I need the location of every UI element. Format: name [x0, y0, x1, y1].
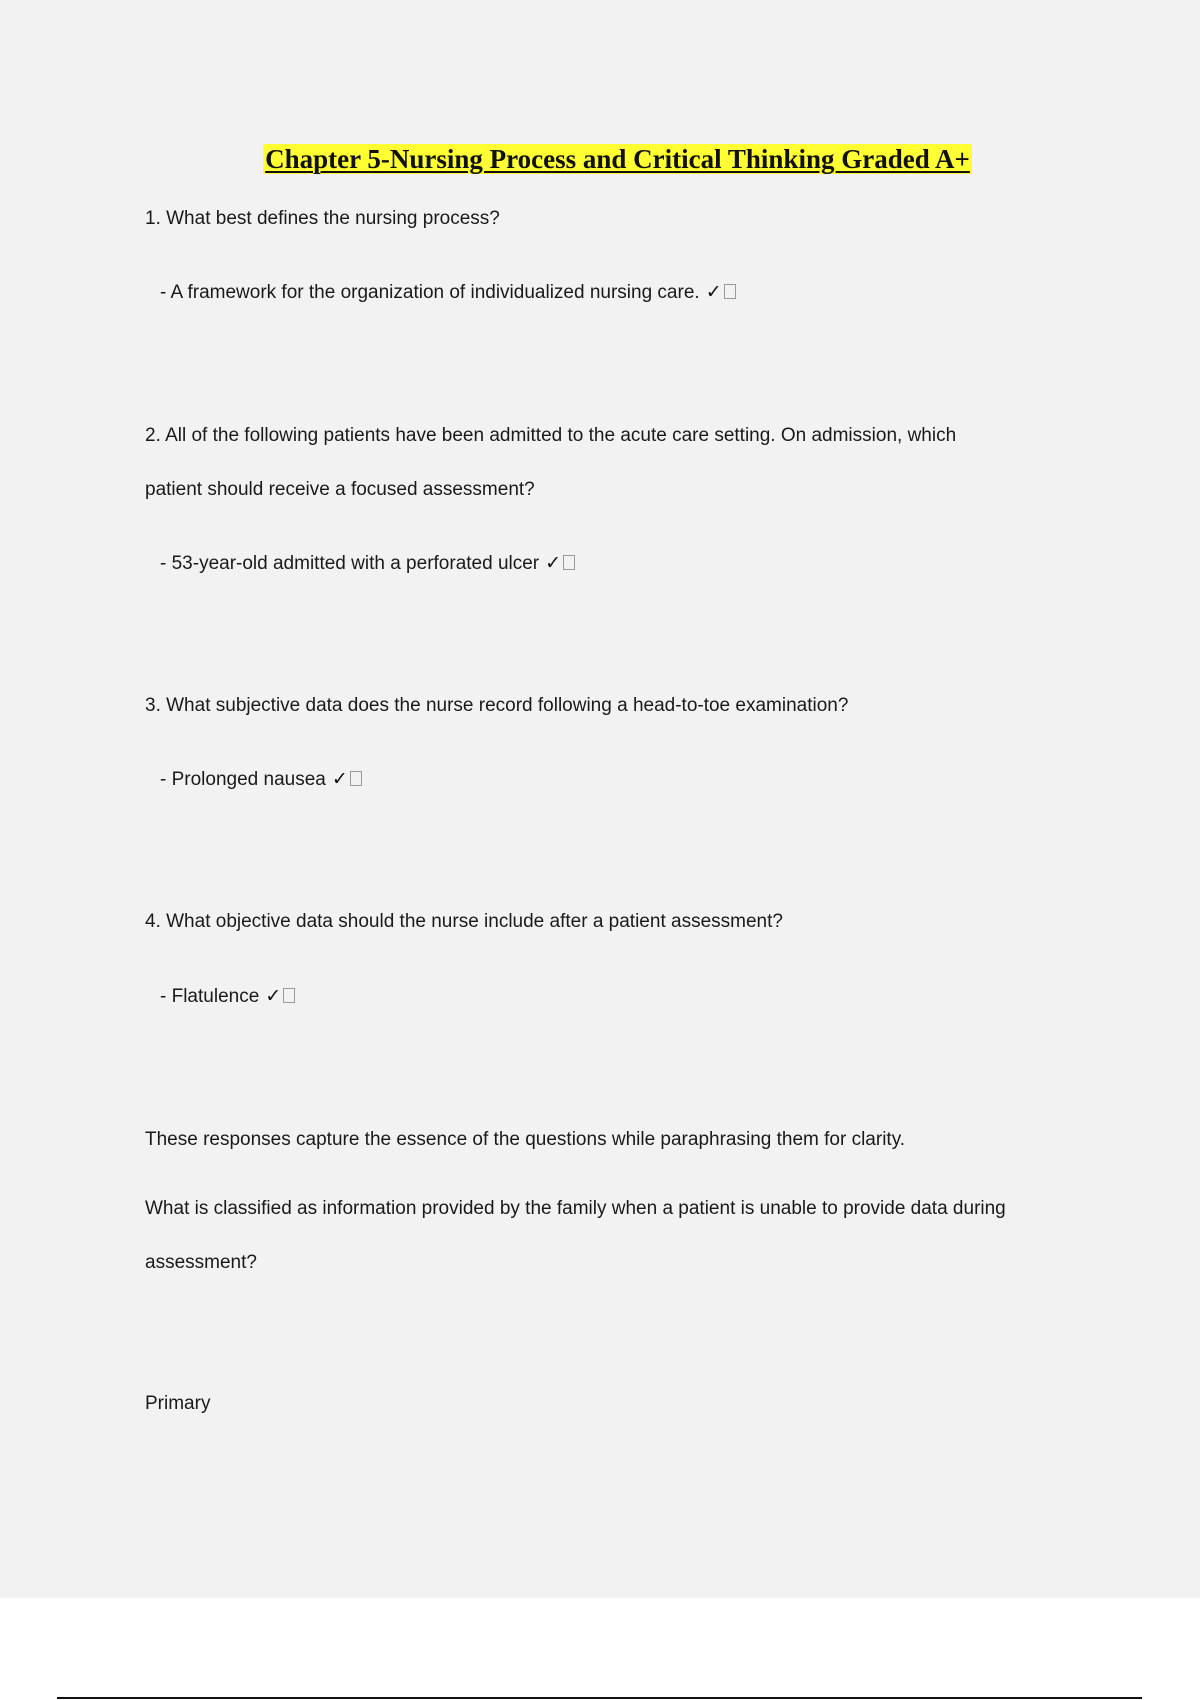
answer-2-text: - 53-year-old admitted with a perforated ulcer: [160, 553, 540, 574]
check-icon: ✓: [705, 281, 722, 303]
question-2-line-1: 2. All of the following patients have been admitted to the acute care setting. On admission, which: [145, 425, 957, 446]
answer-2: [160, 551, 575, 576]
checkbox-icon: [724, 284, 736, 299]
document-title-text: Chapter 5-Nursing Process and Critical Thinking Graded A+: [265, 144, 970, 174]
question-2-line-2: patient should receive a focused assessment?: [145, 479, 535, 500]
checkbox-icon: [563, 555, 575, 570]
question-3: 3. What subjective data does the nurse record following a head-to-toe examination?: [145, 695, 849, 716]
followup-question-line-1: What is classified as information provided by the family when a patient is unable to provide data during: [145, 1198, 1006, 1219]
answer-4-text: - Flatulence: [160, 986, 260, 1007]
question-4: 4. What objective data should the nurse include after a patient assessment?: [145, 911, 783, 932]
check-icon: ✓: [265, 985, 282, 1007]
followup-answer: Primary: [145, 1393, 211, 1414]
summary-text: These responses capture the essence of the questions while paraphrasing them for clarity.: [145, 1129, 906, 1150]
checkbox-icon: [283, 988, 295, 1003]
answer-3: [160, 767, 362, 792]
checkbox-icon: [350, 771, 362, 786]
answer-3-text: - Prolonged nausea: [160, 769, 326, 790]
footer-divider: [57, 1697, 1142, 1699]
followup-question-line-2: assessment?: [145, 1252, 257, 1273]
answer-1-text: - A framework for the organization of individualized nursing care.: [160, 282, 700, 303]
check-icon: ✓: [331, 768, 348, 790]
check-icon: ✓: [545, 552, 562, 574]
answer-4: [160, 984, 295, 1009]
answer-1: [160, 280, 736, 305]
question-1: 1. What best defines the nursing process?: [145, 208, 500, 229]
document-title: [0, 142, 1200, 176]
